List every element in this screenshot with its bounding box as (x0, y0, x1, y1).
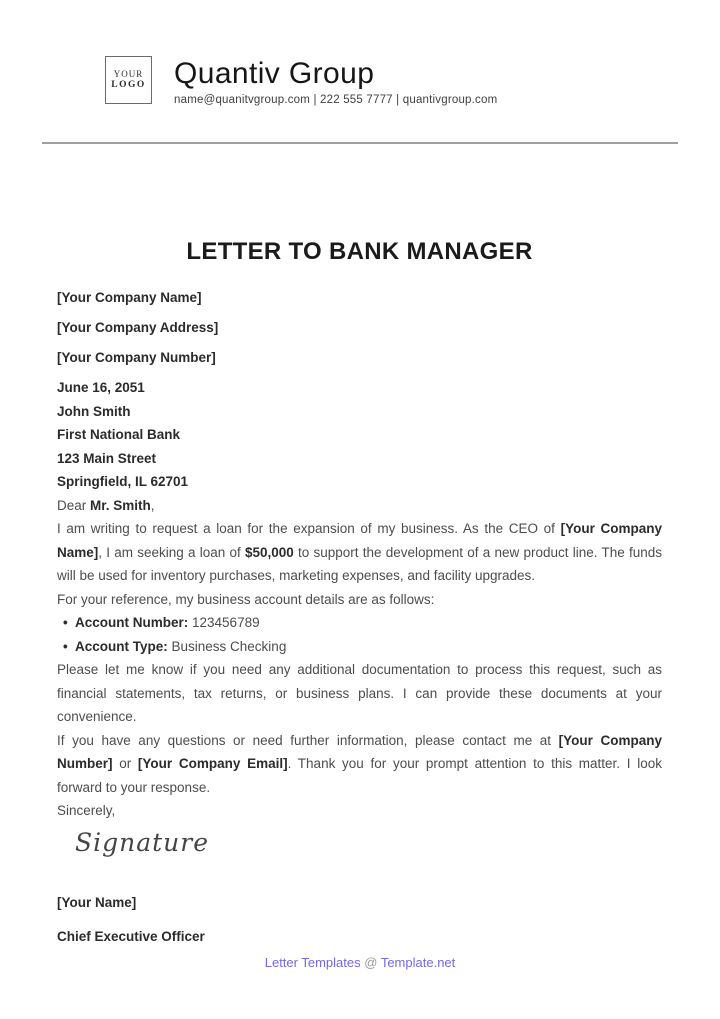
account-type-label: Account Type: (75, 638, 168, 654)
company-name: Quantiv Group (174, 57, 375, 90)
company-logo (105, 56, 152, 104)
account-number-value: 123456789 (188, 615, 260, 630)
salutation-name: Mr. Smith (90, 497, 151, 513)
company-contact-line: name@quanitvgroup.com | 222 555 7777 | quantivgroup.com (174, 94, 498, 106)
letter-body (57, 238, 662, 948)
company-email-placeholder-inline: [Your Company Email] (137, 756, 288, 771)
company-name-placeholder-inline: [Your Company Name] (57, 521, 662, 560)
signature-script: Signature (75, 827, 210, 857)
letter-title: LETTER TO BANK MANAGER (186, 238, 533, 265)
paragraph-loan-request (57, 517, 662, 588)
paragraph-account-intro: For your reference, my business account details are as follows: (57, 591, 435, 607)
account-number-label: Account Number: (75, 615, 189, 630)
salutation (57, 494, 662, 518)
account-type-item (57, 635, 662, 659)
paragraph-text: I am writing to request a loan for the expansion of my business. As the CEO of (57, 521, 561, 536)
letterhead (0, 0, 720, 106)
account-details-list (57, 611, 662, 658)
paragraph-text: , I am seeking a loan of (98, 544, 245, 560)
brand-block (174, 56, 497, 106)
signer-title: Chief Executive Officer (57, 928, 205, 944)
paragraph-text: . Thank you for your prompt attention to this matter. I look forward to your response. (57, 756, 662, 795)
paragraph-documentation: Please let me know if you need any additional documentation to process this request, such as financial statements, tax returns, or business plans. I can provide these documents at your convenience. (57, 662, 662, 724)
company-address-placeholder: [Your Company Address] (57, 320, 219, 335)
account-type-value: Business Checking (167, 638, 287, 654)
salutation-suffix: , (150, 497, 155, 513)
attribution-prefix: Letter Templates (264, 955, 361, 970)
letter-date: June 16, 2051 (57, 380, 145, 395)
paragraph-text: If you have any questions or need further information, please contact me at (57, 732, 559, 748)
recipient-city-state-zip: Springfield, IL 62701 (57, 474, 189, 489)
logo-text-logo: LOGO (111, 80, 146, 90)
paragraph-text: to support the development of a new product line. The funds will be used for inventory purchases, marketing expenses, and facility upgrades. (57, 544, 663, 583)
at-sign: @ (364, 955, 378, 970)
company-number-placeholder-inline: [Your Company Number] (57, 732, 662, 771)
loan-amount: $50,000 (244, 544, 294, 560)
salutation-prefix: Dear (57, 497, 91, 513)
template-net-link[interactable]: Template.net (380, 955, 456, 970)
company-number-placeholder: [Your Company Number] (57, 350, 216, 365)
account-number-item (57, 611, 662, 635)
closing-sincerely: Sincerely, (57, 803, 116, 818)
paragraph-text: or (112, 756, 138, 771)
company-name-placeholder: [Your Company Name] (57, 290, 202, 305)
paragraph-contact (57, 729, 662, 800)
header-divider (42, 142, 678, 144)
recipient-name: John Smith (57, 403, 131, 419)
template-attribution (0, 955, 720, 970)
recipient-organization: First National Bank (57, 427, 181, 442)
logo-text-your: YOUR (113, 69, 144, 79)
signer-name-placeholder: [Your Name] (57, 894, 137, 910)
recipient-street: 123 Main Street (57, 450, 157, 466)
